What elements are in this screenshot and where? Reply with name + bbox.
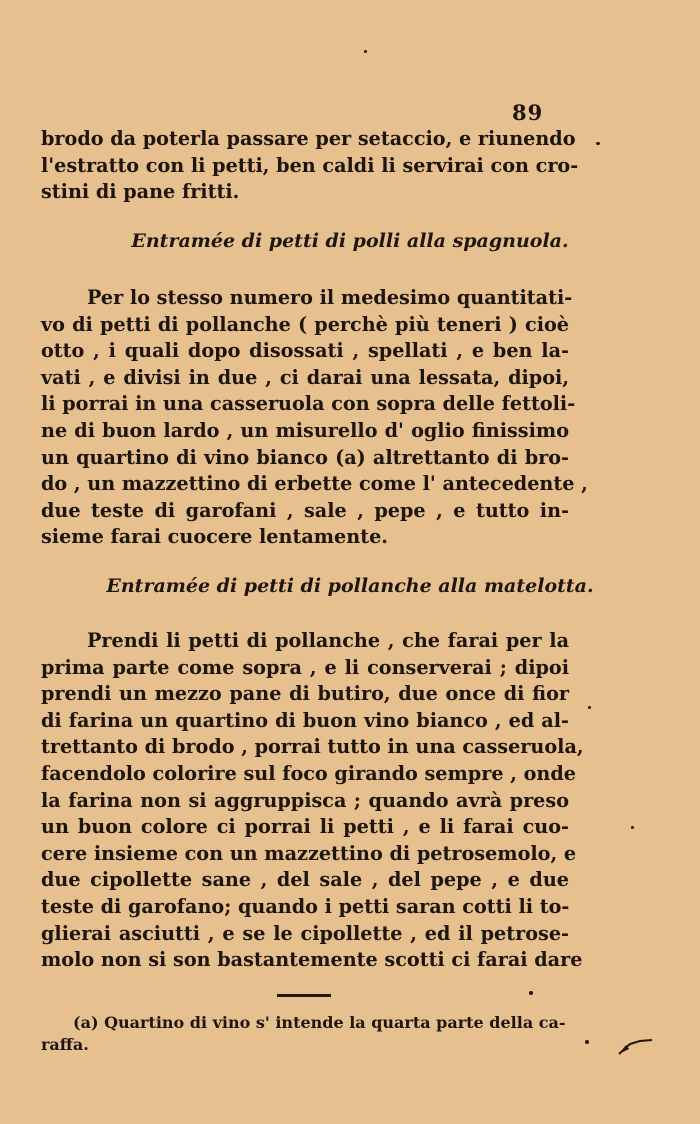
- text-line: sieme farai cuocere lentamente.: [41, 525, 388, 549]
- text-line: Prendi li petti di pollanche , che farai per la: [87, 629, 569, 652]
- footnote-divider: [277, 994, 331, 997]
- text-line: ne di buon lardo , un misurello d' oglio finissimo: [41, 418, 569, 442]
- text-line: prima parte come sopra , e li conserverai ; dipoi: [41, 655, 569, 679]
- text-line: un buon colore ci porrai li petti , e li farai cuo-: [41, 815, 569, 839]
- paper-speck: [631, 826, 634, 829]
- text-line: do , un mazzettino di erbette come l' antecedente ,: [41, 472, 588, 496]
- paper-speck: [529, 991, 533, 995]
- paragraph-matelotta: [41, 628, 584, 974]
- text-line: di farina un quartino di buon vino bianco , ed al-: [41, 708, 569, 732]
- text-line: trettanto di brodo , porrai tutto in una casseruola,: [41, 735, 584, 759]
- text-line: un quartino di vino bianco (a) altrettanto di bro-: [41, 445, 569, 469]
- footnote: [41, 1012, 569, 1056]
- paragraph-spagnuola: [41, 285, 588, 551]
- text-line: facendolo colorire sul foco girando sempre , onde: [41, 761, 576, 785]
- text-line: teste di garofano; quando i petti saran cotti li to-: [41, 894, 570, 918]
- text-line: molo non si son bastantemente scotti ci farai dare: [41, 948, 583, 972]
- text-line: brodo da poterla passare per setaccio, e riunendo: [41, 127, 576, 150]
- text-line: due cipollette sane , del sale , del pepe , e due: [41, 868, 569, 892]
- paper-speck: [588, 706, 591, 709]
- text-line: glierai asciutti , e se le cipollette , ed il petrose-: [41, 921, 569, 945]
- text-line: vo di petti di pollanche ( perchè più teneri ) cioè: [41, 312, 569, 336]
- section-heading-spagnuola: Entramée di petti di polli alla spagnuola.: [131, 230, 569, 252]
- section-heading-matelotta: Entramée di petti di pollanche alla matelotta.: [106, 575, 594, 597]
- paper-speck: [364, 50, 367, 53]
- paragraph-continuation: [41, 126, 579, 206]
- text-line: due teste di garofani , sale , pepe , e tutto in-: [41, 498, 569, 522]
- page-number: 89: [512, 100, 544, 125]
- footnote-line: (a) Quartino di vino s' intende la quarta parte della ca-: [73, 1013, 566, 1032]
- text-line: vati , e divisi in due , ci darai una lessata, dipoi,: [41, 365, 569, 389]
- paper-speck: [596, 142, 600, 145]
- footnote-line: raffa.: [41, 1035, 89, 1054]
- ink-mark: [616, 1036, 656, 1058]
- text-line: stini di pane fritti.: [41, 180, 240, 204]
- text-line: la farina non si aggruppisca ; quando avrà preso: [41, 788, 569, 812]
- text-line: otto , i quali dopo disossati , spellati , e ben la-: [41, 339, 569, 363]
- text-line: cere insieme con un mazzettino di petrosemolo, e: [41, 841, 577, 865]
- text-line: Per lo stesso numero il medesimo quantitati-: [87, 286, 573, 309]
- paper-speck: [585, 1040, 589, 1044]
- text-line: l'estratto con li petti, ben caldi li servirai con cro-: [41, 153, 579, 177]
- text-line: prendi un mezzo pane di butiro, due once di fior: [41, 682, 569, 706]
- text-line: li porrai in una casseruola con sopra delle fettoli-: [41, 392, 576, 416]
